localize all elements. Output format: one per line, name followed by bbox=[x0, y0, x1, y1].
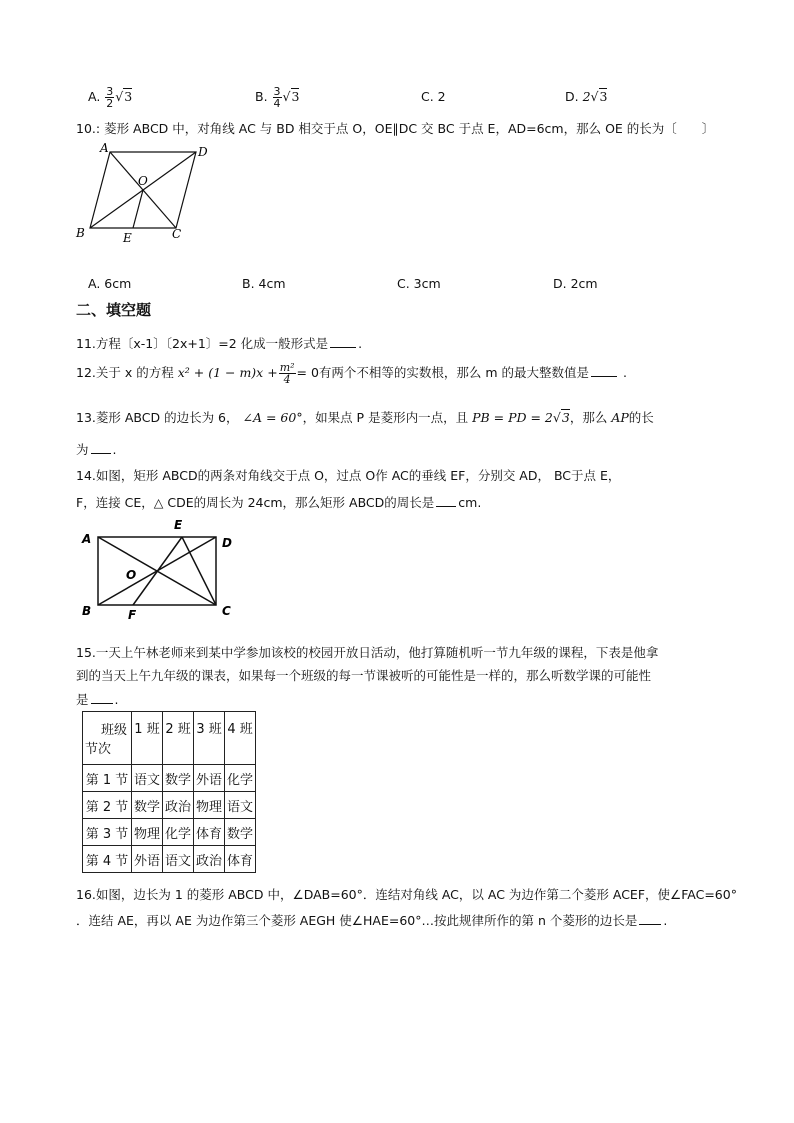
q12-frac-num: m² bbox=[279, 361, 295, 374]
q11-question: 11.方程〔x-1〕〔2x+1〕=2 化成一般形式是 . bbox=[76, 336, 363, 351]
q9-option-d: D. 2√3 bbox=[565, 89, 608, 104]
q9-b-denominator: 4 bbox=[273, 97, 281, 110]
table-cell: 物理 bbox=[132, 819, 163, 846]
q12-frac-den: 4 bbox=[283, 373, 291, 386]
table-cell: 语文 bbox=[225, 792, 256, 819]
corner-top: 班级 bbox=[100, 723, 127, 738]
q15-line1: 15.一天上午林老师来到某中学参加该校的校园开放日活动，他打算随机听一节九年级的课程，下表是他拿 bbox=[76, 645, 659, 660]
q9-a-numerator: 3 bbox=[106, 85, 114, 98]
q15-line2: 到的当天上午九年级的课表，如果每一个班级的每一节课被听的可能性是一样的，那么听数学课的可能性 bbox=[76, 668, 652, 683]
label-a: A bbox=[82, 532, 92, 546]
segment-ef bbox=[133, 537, 182, 605]
table-cell: 政治 bbox=[194, 846, 225, 873]
q13-line1: 13.菱形 ABCD 的边长为 6， ∠A = 60°，如果点 P 是菱形内一点，且 PB = PD = 2√3，那么 AP的长 bbox=[76, 410, 654, 425]
table-cell: 体育 bbox=[225, 846, 256, 873]
label-e: E bbox=[174, 518, 183, 532]
period-cell: 第 3 节 bbox=[83, 819, 132, 846]
q13-ap: AP bbox=[611, 410, 629, 425]
header-cell: 1 班 bbox=[132, 712, 163, 765]
label-b: B bbox=[82, 604, 92, 618]
q12-equation-a: x² + (1 − m)x + bbox=[177, 365, 278, 380]
answer-blank bbox=[91, 691, 113, 704]
label-f: F bbox=[128, 608, 137, 619]
table-row bbox=[83, 819, 256, 846]
q16-line1: 16.如图，边长为 1 的菱形 ABCD 中，∠DAB=60°．连结对角线 AC，以 AC 为边作第二个菱形 ACEF，使∠FAC=60° bbox=[76, 887, 737, 902]
period-cell: 第 2 节 bbox=[83, 792, 132, 819]
table-row bbox=[83, 765, 256, 792]
q16-line2: ．连结 AE，再以 AE 为边作第三个菱形 AEGH 使∠HAE=60°…按此规律所作的第 n 个菱形的边长是 . bbox=[76, 913, 668, 928]
label-d: D bbox=[222, 536, 232, 550]
q12-question: 12.关于 x 的方程 x² + (1 − m)x + $\frac{\text{m²}}{4}$ = 0有两个不相等的实数根，那么 m 的最大整数值是 . bbox=[76, 361, 628, 386]
answer-blank bbox=[91, 441, 111, 454]
q14-line2: F，连接 CE，△ CDE的周长为 24cm，那么矩形 ABCD的周长是 cm. bbox=[76, 495, 482, 510]
period-cell: 第 4 节 bbox=[83, 846, 132, 873]
table-row bbox=[83, 792, 256, 819]
table-cell: 化学 bbox=[163, 819, 194, 846]
table-cell: 化学 bbox=[225, 765, 256, 792]
q15-line3: 是 . bbox=[76, 692, 119, 707]
table-cell: 数学 bbox=[132, 792, 163, 819]
label-d: D bbox=[198, 145, 208, 159]
answer-blank bbox=[330, 335, 356, 348]
q10-rhombus-figure bbox=[72, 140, 222, 250]
q13-equation: PB = PD = 2 bbox=[472, 410, 553, 425]
label-c: C bbox=[172, 227, 182, 241]
q9-d-coef: 2 bbox=[582, 89, 591, 104]
q9-option-c: C. 2 bbox=[421, 89, 446, 104]
table-cell: 语文 bbox=[132, 765, 163, 792]
q13-line2: 为 . bbox=[76, 442, 117, 457]
q10-option-c: C. 3cm bbox=[397, 276, 441, 291]
table-cell: 语文 bbox=[163, 846, 194, 873]
table-cell: 数学 bbox=[225, 819, 256, 846]
q10-option-b: B. 4cm bbox=[242, 276, 286, 291]
label-o: O bbox=[138, 174, 148, 188]
header-cell: 4 班 bbox=[225, 712, 256, 765]
section-title: 二、填空题 bbox=[76, 301, 152, 319]
period-cell: 第 1 节 bbox=[83, 765, 132, 792]
table-row bbox=[83, 846, 256, 873]
table-corner-cell bbox=[83, 712, 132, 765]
q9-a-denominator: 2 bbox=[106, 97, 114, 110]
table-cell: 外语 bbox=[132, 846, 163, 873]
header-cell: 3 班 bbox=[194, 712, 225, 765]
q14-line1: 14.如图，矩形 ABCD的两条对角线交于点 O，过点 O作 AC的垂线 EF，分别交 AD， BC于点 E， bbox=[76, 468, 621, 483]
table-cell: 物理 bbox=[194, 792, 225, 819]
table-cell: 外语 bbox=[194, 765, 225, 792]
corner-bottom: 节次 bbox=[85, 742, 112, 757]
q9-option-b: B. $\frac{3}{4}$ √3 bbox=[255, 85, 300, 110]
q10-option-a: A. 6cm bbox=[88, 276, 132, 291]
table-header-row bbox=[83, 712, 256, 765]
table-cell: 数学 bbox=[163, 765, 194, 792]
label-o: O bbox=[126, 568, 137, 582]
schedule-table bbox=[82, 711, 256, 873]
answer-blank bbox=[639, 912, 661, 925]
q10-option-d: D. 2cm bbox=[553, 276, 598, 291]
q9-option-a: A. $\frac{3}{2}$ √3 bbox=[88, 85, 133, 110]
table-cell: 体育 bbox=[194, 819, 225, 846]
q14-rectangle-figure bbox=[78, 517, 248, 619]
q13-angle: ∠A = 60° bbox=[242, 410, 303, 425]
label-a: A bbox=[100, 141, 109, 155]
table-cell: 政治 bbox=[163, 792, 194, 819]
q9-b-radicand: 3 bbox=[291, 89, 300, 104]
answer-blank bbox=[436, 494, 456, 507]
q9-b-numerator: 3 bbox=[273, 85, 281, 98]
label-e: E bbox=[123, 231, 132, 245]
header-cell: 2 班 bbox=[163, 712, 194, 765]
label-c: C bbox=[222, 604, 231, 618]
answer-blank bbox=[591, 364, 617, 377]
q9-d-radicand: 3 bbox=[599, 89, 608, 104]
q9-a-radicand: 3 bbox=[124, 89, 133, 104]
q10-question: 10.: 菱形 ABCD 中，对角线 AC 与 BD 相交于点 O，OE∥DC 交 BC 于点 E，AD=6cm，那么 OE 的长为〔 〕 bbox=[76, 121, 715, 136]
label-b: B bbox=[76, 226, 85, 240]
